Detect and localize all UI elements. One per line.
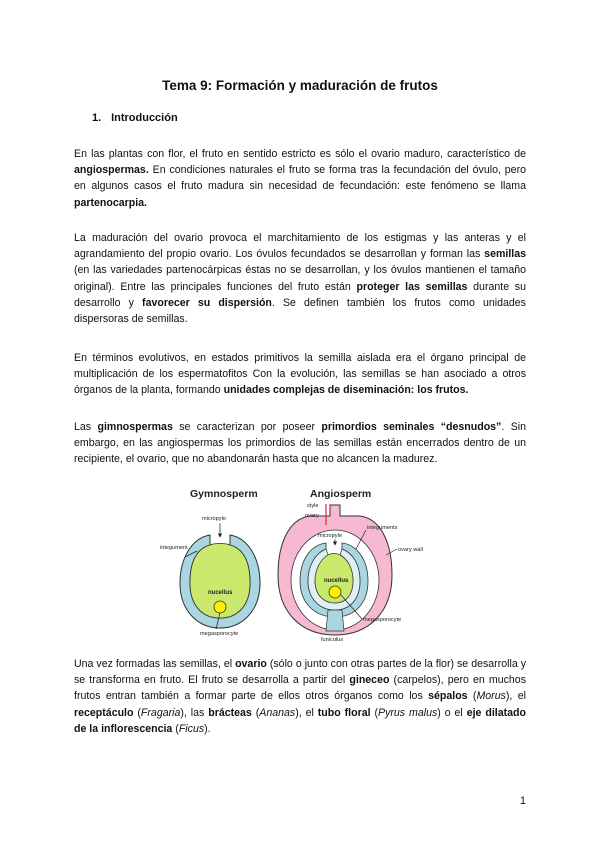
angio-ovary-wall-label: ovary wall (398, 547, 423, 553)
angio-megasporocyte-label: megasporocyte (363, 617, 402, 623)
section-number: 1. (92, 112, 102, 124)
gymno-megasporocyte-label: megasporocyte (200, 631, 239, 637)
gymno-integument-label: integument (160, 545, 188, 551)
gymnosperm-title: Gymnosperm (190, 488, 258, 500)
angio-funiculus-label: funiculus (321, 637, 344, 643)
section-title: Introducción (111, 112, 178, 124)
document-title: Tema 9: Formación y maduración de frutos (162, 78, 438, 93)
paragraph-4: Las gimnospermas se caracterizan por poseer primordios seminales “desnudos”. Sin embargo, en las angiospermas los primordios de las semillas están encerrados dentro de un recipiente, el ovario, que no abandonarán hasta que no alcancen la madurez. (74, 421, 527, 466)
gymno-nucellus-label: nucellus (208, 590, 233, 596)
angiosperm-ovary (278, 503, 423, 643)
angio-nucellus-label: nucellus (324, 578, 349, 584)
funiculus (326, 610, 344, 631)
paragraph-2: La maduración del ovario provoca el marchitamiento de los estigmas y las anteras y el agrandamiento del propio ovario. Los óvulos fecundados se desarrollan y forman las semillas (en las variedades partenocárpicas éstas no se desarrollan, y los óvulos mantienen el tamaño original). Entre las principales funciones del fruto están proteger las semillas durante su desarrollo y favorecer su dispersión. Se definen también los frutos como unidades dispersoras de semillas. (74, 232, 526, 326)
ovule-diagram (160, 483, 445, 643)
page-number: 1 (519, 795, 526, 807)
paragraph-1: En las plantas con flor, el fruto en sentido estricto es sólo el ovario maduro, característico de angiospermas. En condiciones naturales el fruto se forma tras la fecundación del óvulo, pero en algunos casos el fruto madura sin necesidad de fecundación: este fenómeno se llama partenocarpia. (74, 148, 526, 209)
angio-micropyle-label: micropyle (318, 533, 342, 539)
paragraph-5: Una vez formadas las semillas, el ovario (sólo o junto con otras partes de la flor) se desarrolla y se transforma en fruto. El fruto se desarrolla a partir del gineceo (carpelos), pero en muchos frutos entran también a formar parte de ellos otros órganos como los sépalos (Morus), el receptáculo (Fragaria), las brácteas (Ananas), el tubo floral (Pyrus malus) o el eje dilatado de la inflorescencia (Ficus). (74, 658, 527, 735)
gymno-megasporocyte (214, 601, 226, 613)
angio-style-label: style (307, 503, 319, 509)
paragraph-3: En términos evolutivos, en estados primitivos la semilla aislada era el órgano principal de multiplicación de los espermatofitos Con la evolución, las semillas se han asociado a otros órganos de la planta, formando unidades complejas de diseminación: los frutos. (74, 352, 526, 397)
section-heading (92, 112, 178, 124)
angio-integuments-label: integuments (367, 525, 398, 531)
gymno-micropyle-label: micropyle (202, 516, 226, 522)
angiosperm-title: Angiosperm (310, 488, 372, 500)
gymnosperm-ovule (160, 516, 260, 637)
angio-ovary-label: ovary (305, 513, 319, 519)
angio-megasporocyte (329, 586, 341, 598)
